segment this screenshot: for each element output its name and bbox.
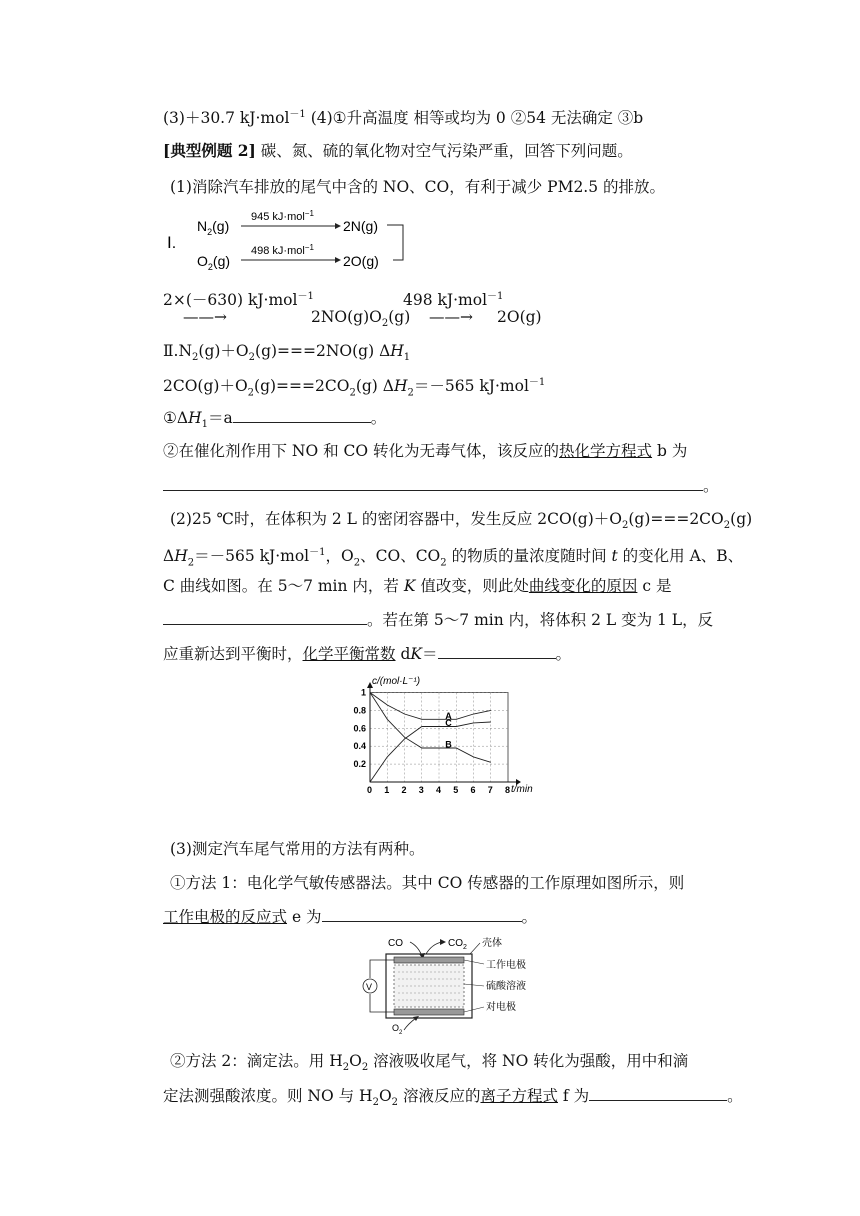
sensor-svg	[352, 932, 542, 1036]
series-line-A	[370, 693, 491, 720]
energy-label-2: 498 kJ·mol$^{-1}$	[403, 291, 504, 310]
answer-blank-c[interactable]	[163, 608, 367, 625]
y-tick-label: 0.2	[353, 759, 366, 770]
question-1b: ②在催化剂作用下 NO 和 CO 转化为无毒气体，该反应的热化学方程式 b 为	[163, 442, 688, 460]
question-2-line2: $\Delta H_2=-565$ kJ·mol$^{-1}$，$O_2$、CO、$CO_2$ 的物质的量浓度随时间 t 的变化用 A、B、	[163, 547, 744, 569]
answer-blank-f[interactable]	[589, 1084, 727, 1101]
question-2-line3: C 曲线如图。在 5～7 min 内，若 K 值改变，则此处曲线变化的原因 c 是	[163, 577, 672, 595]
energy-labels: 2×(－630) kJ·mol$^{-1}$ 498 kJ·mol$^{-1}$	[163, 286, 314, 311]
scheme-roman: Ⅰ.	[167, 235, 177, 252]
x-tick-label: 5	[453, 785, 459, 795]
method-2-line2: 定法测强酸浓度。则 NO 与 $H_2O_2$ 溶液反应的离子方程式 f 为 。	[163, 1084, 743, 1114]
question-2-line4: 。若在第 5～7 min 内，将体积 2 L 变为 1 L，反	[163, 608, 713, 631]
y-tick-label: 0.4	[353, 741, 366, 752]
x-tick-label: 6	[470, 785, 476, 795]
scheme-diagram	[163, 204, 423, 276]
energy-label-1: 2×(－630) kJ·mol	[163, 291, 298, 310]
x-tick-label: 3	[418, 785, 424, 795]
y-tick-label: 0.6	[353, 723, 366, 734]
o-product: 2O(g)	[343, 253, 379, 269]
x-tick-label: 8	[505, 785, 511, 795]
y-axis-label: c/(mol·L⁻¹)	[372, 676, 421, 687]
underlined-term: 热化学方程式	[559, 442, 653, 460]
co-label: CO	[388, 938, 403, 949]
underlined-term: 工作电极的反应式	[163, 908, 288, 926]
reaction-co: $2CO(g)+O_2(g)===2CO_2(g)$ $\Delta H_2=-565$ kJ·mol$^{-1}$	[163, 377, 546, 399]
answer-blank-e[interactable]	[322, 905, 522, 922]
series-label-C: C	[445, 717, 452, 728]
concentration-chart	[330, 672, 550, 802]
question-3: (3)测定汽车尾气常用的方法有两种。	[170, 840, 425, 858]
voltmeter-label: V	[366, 982, 373, 992]
y-tick-label: 0.8	[353, 705, 366, 716]
series-line-B	[370, 693, 491, 763]
series-label-B: B	[445, 739, 452, 750]
question-1: (1)消除汽车排放的尾气中含的 NO、CO，有利于减少 PM2.5 的排放。	[170, 178, 666, 196]
chart-svg	[330, 672, 550, 802]
answer-blank-a[interactable]	[233, 406, 371, 423]
shell-label: 壳体	[482, 938, 502, 949]
n2-label: $N_2(g)$	[197, 218, 230, 237]
o2-label: $O_2(g)$	[197, 253, 231, 272]
answer-blank-b[interactable]	[163, 474, 703, 491]
x-tick-label: 7	[487, 785, 493, 795]
example-heading	[163, 140, 633, 162]
series-line-C	[370, 722, 491, 782]
arrow-2: ——→	[429, 308, 473, 326]
method-1: ①方法 1：电化学气敏传感器法。其中 CO 传感器的工作原理如图所示，则	[170, 874, 685, 892]
question-1a: $①\Delta H_1=a$ 。	[163, 406, 386, 436]
n2-energy: 945 kJ·mol$^{-1}$	[251, 209, 314, 223]
scheme-bracket	[387, 225, 403, 260]
n-product: 2N(g)	[343, 218, 379, 234]
x-tick-label: 2	[401, 785, 407, 795]
answer-part4: (4)①升高温度 相等或均为 0 ②54 无法确定 ③b	[305, 109, 644, 128]
o2-energy: 498 kJ·mol$^{-1}$	[251, 243, 314, 257]
working-electrode	[394, 957, 464, 963]
x-tick-label: 1	[384, 785, 390, 795]
acid-solution	[394, 965, 464, 1007]
acid-label: 硫酸溶液	[486, 981, 526, 992]
x-axis-label: t/min	[511, 784, 533, 795]
superscript: －1	[289, 109, 306, 120]
product-2o: 2O(g)	[497, 308, 542, 326]
counter-electrode-label: 对电极	[486, 1002, 516, 1013]
arrow-1: ——→	[183, 308, 227, 326]
y-tick-label: 1	[360, 687, 366, 698]
co2-label: $CO_2$	[448, 938, 467, 951]
question-2: (2)25 ℃时，在体积为 2 L 的密闭容器中，发生反应 $2CO(g)+O_2(g)===2CO_2(g)$	[170, 510, 753, 532]
x-tick-label: 4	[436, 785, 442, 795]
question-2-line5: 应重新达到平衡时，化学平衡常数 dK＝ 。	[163, 642, 571, 665]
answer-line	[163, 104, 643, 129]
working-electrode-label: 工作电极	[486, 960, 526, 971]
answer-part3: (3)＋30.7 kJ·mol	[163, 109, 290, 128]
o2-sensor-label: $O_2$	[392, 1023, 403, 1036]
reaction-scheme	[163, 204, 423, 276]
series-label-A: A	[445, 710, 452, 721]
underlined-term: 离子方程式	[480, 1087, 558, 1105]
underlined-term: 曲线变化的原因	[528, 577, 638, 595]
method-1-line2: 工作电极的反应式 e 为 。	[163, 905, 537, 928]
answer-line-b: 。	[163, 474, 719, 497]
reaction-ii: $Ⅱ.N_2(g)+O_2(g)===2NO(g)$ $\Delta H_1$	[163, 342, 411, 364]
underlined-term: 化学平衡常数	[302, 645, 396, 663]
counter-electrode	[394, 1009, 464, 1015]
method-2: ②方法 2：滴定法。用 $H_2O_2$ 溶液吸收尾气，将 NO 转化为强酸，用中和滴	[170, 1052, 689, 1074]
example-intro: 碳、氮、硫的氧化物对空气污染严重，回答下列问题。	[255, 142, 633, 160]
x-tick-label: 0	[367, 785, 373, 795]
intermediate: $2NO(g)O_2(g)$	[311, 308, 411, 330]
example-label: [典型例题 2]	[163, 141, 256, 160]
sensor-diagram	[352, 932, 542, 1036]
answer-blank-d[interactable]	[438, 642, 556, 659]
